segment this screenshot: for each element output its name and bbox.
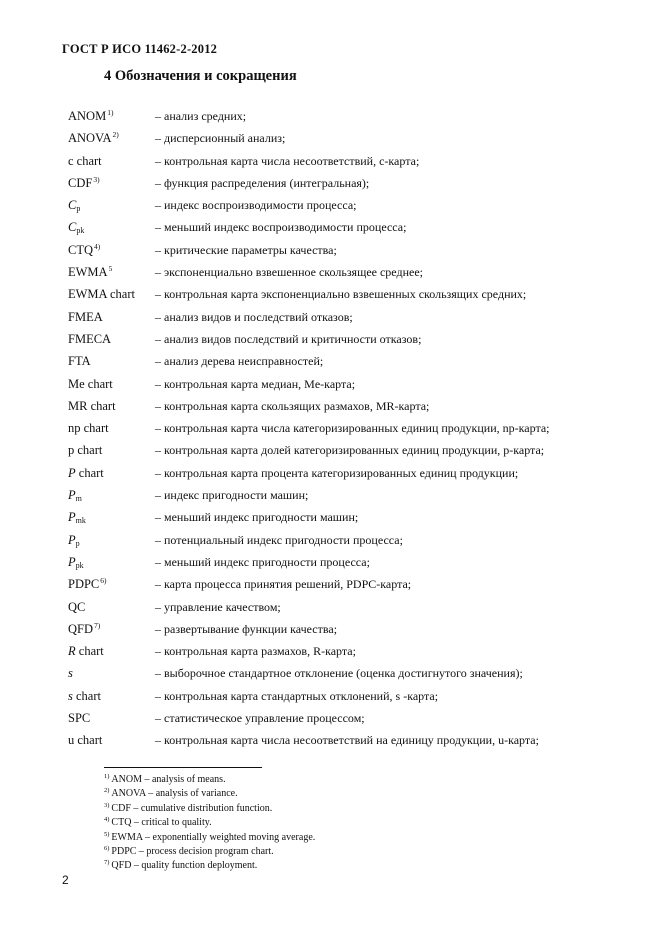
section-title: 4 Обозначения и сокращения: [104, 68, 297, 84]
abbreviation-definition: – анализ видов последствий и критичности отказов;: [155, 331, 422, 346]
abbreviation-definition: – контрольная карта числа категоризированных единиц продукции, np-карта;: [155, 421, 550, 436]
abbreviation-definition: – контрольная карта числа несоответствий на единицу продукции, u-карта;: [155, 733, 539, 748]
page-number: 2: [62, 873, 69, 887]
footnote-text: EWMA – exponentially weighted moving average.: [111, 831, 316, 843]
term-text: p chart: [68, 443, 103, 458]
term-subscript: p: [76, 204, 81, 214]
abbreviation-row: [68, 309, 628, 331]
abbreviation-term: [68, 130, 155, 146]
abbreviation-row: [68, 376, 628, 398]
term-text: MR chart: [68, 398, 116, 413]
term-text: CDF: [68, 175, 93, 190]
abbreviation-definition: – выборочное стандартное отклонение (оценка достигнутого значения);: [155, 666, 523, 681]
abbreviation-term: [68, 376, 155, 392]
footnote: [104, 845, 504, 859]
abbreviation-row: [68, 509, 628, 531]
abbreviation-row: [68, 576, 628, 598]
term-text: s: [68, 688, 73, 703]
abbreviation-definition: – контрольная карта экспоненциально взвешенных скользящих средних;: [155, 287, 527, 302]
abbreviation-term: [68, 643, 155, 659]
term-text: P: [68, 532, 76, 547]
term-text: u chart: [68, 733, 103, 748]
abbreviation-definition: – критические параметры качества;: [155, 242, 337, 257]
abbreviation-definition: – статистическое управление процессом;: [155, 711, 365, 726]
abbreviation-row: [68, 621, 628, 643]
abbreviation-definition: – потенциальный индекс пригодности процесса;: [155, 532, 403, 547]
abbreviation-term: [68, 599, 155, 615]
term-text: PDPC: [68, 577, 100, 592]
abbreviation-row: [68, 732, 628, 754]
footnote-mark: 4): [104, 816, 110, 824]
footnote-divider: [104, 767, 262, 768]
abbreviation-definition: – экспоненциально взвешенное скользящее среднее;: [155, 265, 423, 280]
footnote: [104, 831, 504, 845]
footnote: [104, 787, 504, 801]
term-text: P: [68, 465, 76, 480]
abbreviation-list: [68, 108, 628, 755]
abbreviation-row: [68, 398, 628, 420]
footnote-list: [104, 773, 504, 874]
abbreviation-row: [68, 153, 628, 175]
term-superscript: 5: [108, 264, 113, 274]
abbreviation-definition: – контрольная карта скользящих размахов, MR-карта;: [155, 398, 430, 413]
term-superscript: 6): [100, 576, 107, 586]
abbreviation-definition: – контрольная карта числа несоответствий, с-карта;: [155, 153, 420, 168]
abbreviation-definition: – карта процесса принятия решений, PDPC-карта;: [155, 577, 412, 592]
abbreviation-row: [68, 219, 628, 241]
abbreviation-definition: – меньший индекс пригодности процесса;: [155, 554, 370, 569]
abbreviation-term: [68, 442, 155, 458]
term-text: C: [68, 198, 77, 213]
term-text: EWMA: [68, 265, 108, 280]
abbreviation-term: [68, 353, 155, 369]
term-text: Me chart: [68, 376, 113, 391]
term-suffix: chart: [72, 688, 101, 703]
abbreviation-row: [68, 286, 628, 308]
term-superscript: 7): [94, 620, 101, 630]
abbreviation-term: [68, 331, 155, 347]
abbreviation-term: [68, 576, 155, 592]
term-text: C: [68, 220, 77, 235]
abbreviation-term: [68, 286, 155, 302]
abbreviation-row: [68, 487, 628, 509]
abbreviation-row: [68, 554, 628, 576]
abbreviation-definition: – индекс воспроизводимости процесса;: [155, 198, 357, 213]
term-text: QC: [68, 599, 86, 614]
abbreviation-definition: – анализ дерева неисправностей;: [155, 354, 324, 369]
term-text: ANOM: [68, 109, 107, 123]
term-subscript: pk: [76, 226, 85, 236]
abbreviation-row: [68, 242, 628, 264]
abbreviation-definition: – дисперсионный анализ;: [155, 131, 286, 146]
term-text: ANOVA: [68, 131, 112, 146]
footnote: [104, 802, 504, 816]
document-code: ГОСТ Р ИСО 11462-2-2012: [62, 42, 218, 56]
footnote-mark: 1): [104, 773, 110, 780]
term-text: R: [68, 644, 76, 659]
term-text: QFD: [68, 621, 94, 636]
term-text: EWMA chart: [68, 287, 135, 302]
abbreviation-term: [68, 309, 155, 325]
abbreviation-row: [68, 197, 628, 219]
abbreviation-term: [68, 621, 155, 637]
abbreviation-row: [68, 264, 628, 286]
term-suffix: chart: [75, 644, 104, 659]
term-subscript: mk: [75, 516, 86, 526]
footnote: [104, 859, 504, 873]
abbreviation-definition: – управление качеством;: [155, 599, 281, 614]
term-subscript: m: [75, 494, 82, 504]
term-text: CTQ: [68, 242, 93, 257]
term-text: s: [68, 666, 73, 681]
term-text: FMECA: [68, 331, 112, 346]
footnote-text: QFD – quality function deployment.: [111, 860, 258, 872]
abbreviation-term: [68, 264, 155, 280]
abbreviation-term: [68, 688, 155, 704]
abbreviation-row: [68, 130, 628, 152]
abbreviation-row: [68, 599, 628, 621]
term-text: SPC: [68, 711, 91, 726]
term-text: c chart: [68, 153, 102, 168]
abbreviation-term: [68, 153, 155, 169]
term-text: P: [68, 488, 76, 503]
abbreviation-definition: – контрольная карта размахов, R-карта;: [155, 644, 356, 659]
abbreviation-term: [68, 197, 155, 213]
abbreviation-definition: – контрольная карта медиан, Me-карта;: [155, 376, 356, 391]
footnote-text: CTQ – critical to quality.: [111, 817, 212, 829]
abbreviation-row: [68, 665, 628, 687]
abbreviation-term: [68, 710, 155, 726]
term-text: FTA: [68, 354, 91, 369]
footnote-mark: 3): [104, 801, 110, 809]
abbreviation-term: [68, 487, 155, 503]
abbreviation-row: [68, 420, 628, 442]
abbreviation-term: [68, 420, 155, 436]
footnote-mark: 2): [104, 787, 110, 795]
footnote-mark: 6): [104, 845, 110, 853]
abbreviation-definition: – анализ средних;: [155, 109, 247, 123]
abbreviation-term: [68, 108, 155, 124]
abbreviation-definition: – контрольная карта стандартных отклонений, s -карта;: [155, 688, 439, 703]
abbreviation-row: [68, 108, 628, 130]
abbreviation-term: [68, 242, 155, 258]
abbreviation-definition: – развертывание функции качества;: [155, 621, 338, 636]
abbreviation-term: [68, 509, 155, 525]
footnote-text: CDF – cumulative distribution function.: [111, 802, 273, 814]
abbreviation-term: [68, 175, 155, 191]
abbreviation-row: [68, 710, 628, 732]
abbreviation-term: [68, 465, 155, 481]
term-superscript: 4): [94, 241, 101, 251]
footnote-text: PDPC – process decision program chart.: [111, 846, 274, 858]
footnote-text: ANOM – analysis of means.: [111, 774, 226, 785]
abbreviation-definition: – индекс пригодности машин;: [155, 488, 309, 503]
abbreviation-term: [68, 219, 155, 235]
term-text: P: [68, 510, 76, 525]
term-text: P: [68, 554, 76, 569]
term-text: np chart: [68, 421, 109, 436]
abbreviation-row: [68, 532, 628, 554]
abbreviation-row: [68, 688, 628, 710]
abbreviation-definition: – контрольная карта долей категоризированных единиц продукции, p-карта;: [155, 443, 545, 458]
footnote-mark: 7): [104, 859, 110, 867]
abbreviation-row: [68, 175, 628, 197]
term-superscript: 2): [112, 130, 119, 140]
term-superscript: 3): [93, 174, 100, 184]
abbreviation-term: [68, 398, 155, 414]
abbreviation-row: [68, 465, 628, 487]
abbreviation-definition: – меньший индекс пригодности машин;: [155, 510, 359, 525]
term-text: FMEA: [68, 309, 103, 324]
abbreviation-term: [68, 665, 155, 681]
term-subscript: pk: [75, 560, 84, 570]
abbreviation-term: [68, 532, 155, 548]
abbreviation-definition: – меньший индекс воспроизводимости процесса;: [155, 220, 407, 235]
abbreviation-definition: – функция распределения (интегральная);: [155, 175, 370, 190]
footnote: [104, 773, 504, 787]
abbreviation-definition: – контрольная карта процента категоризированных единиц продукции;: [155, 465, 519, 480]
abbreviation-term: [68, 554, 155, 570]
abbreviation-term: [68, 732, 155, 748]
footnote: [104, 816, 504, 830]
footnote-mark: 5): [104, 830, 110, 838]
footnote-text: ANOVA – analysis of variance.: [111, 788, 238, 800]
term-suffix: chart: [75, 465, 104, 480]
abbreviation-row: [68, 331, 628, 353]
term-subscript: p: [75, 538, 80, 548]
term-superscript: 1): [107, 108, 114, 117]
abbreviation-row: [68, 353, 628, 375]
abbreviation-row: [68, 643, 628, 665]
abbreviation-definition: – анализ видов и последствий отказов;: [155, 309, 353, 324]
abbreviation-row: [68, 442, 628, 464]
